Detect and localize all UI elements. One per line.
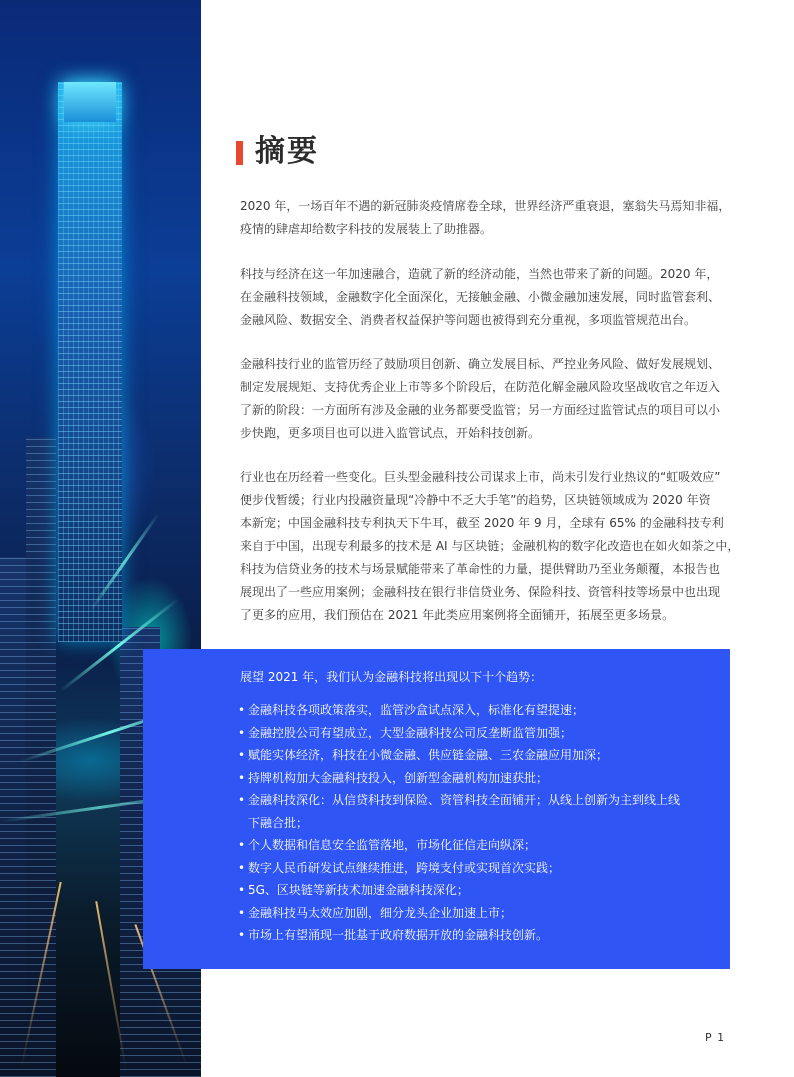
paragraph-line: 金融风险、数据安全、消费者权益保护等问题也被得到充分重视，多项监管规范出台。: [240, 313, 697, 327]
bullet: •: [238, 838, 246, 852]
list-item: [238, 834, 680, 857]
bullet: •: [238, 905, 246, 920]
paragraph-line: 制定发展规矩、支持优秀企业上市等多个阶段后，在防范化解金融风险攻坚战收官之年迈入: [240, 380, 721, 394]
list-item-text: 赋能实体经济，科技在小微金融、供应链金融、三农金融应用加深；: [248, 748, 609, 762]
paragraph: [240, 353, 740, 445]
bullet: •: [238, 928, 246, 942]
paragraph-line: 步快跑，更多项目也可以进入监管试点，开始科技创新。: [240, 426, 541, 440]
list-item-text: 数字人民币研发试点继续推进，跨境支付或实现首次实践；: [248, 860, 561, 875]
paragraph-line: 了更多的应用，我们预估在 2021 年此类应用案例将全面铺开，拓展至更多场景。: [240, 608, 675, 622]
paragraph-line: 科技为信贷业务的技术与场景赋能带来了革命性的力量，提供臂助乃至业务颠覆，本报告也: [240, 562, 721, 576]
paragraph-line: 行业也在历经着一些变化。巨头型金融科技公司谋求上市，尚未引发行业热议的“虹吸效应”: [240, 470, 721, 484]
list-item-continuation: 下融合批；: [248, 815, 309, 830]
paragraph-line: 了新的阶段：一方面所有涉及金融的业务都要受监管；另一方面经过监管试点的项目可以小: [240, 403, 721, 417]
list-item: [238, 722, 680, 745]
paragraph-line: 科技与经济在这一年加速融合，造就了新的经济动能，当然也带来了新的问题。2020 年，: [240, 267, 719, 281]
list-item: [238, 767, 680, 790]
paragraph-line: 展现出了一些应用案例；金融科技在银行非信贷业务、保险科技、资管科技等场景中也出现: [240, 585, 721, 599]
bullet: •: [238, 860, 246, 875]
list-item-text: 5G、区块链等新技术加速金融科技深化；: [248, 883, 469, 897]
paragraph-line: 疫情的肆虐却给数字科技的发展装上了助推器。: [240, 222, 493, 236]
trends-box: [143, 649, 730, 969]
trends-list: [238, 699, 680, 947]
paragraph: [240, 263, 740, 332]
list-item-text: 金融科技各项政策落实，监管沙盒试点深入，标准化有望提速；: [248, 703, 585, 717]
paragraph-line: 2020 年，一场百年不遇的新冠肺炎疫情席卷全球，世界经济严重衰退，塞翁失马焉知非福，: [240, 199, 731, 213]
list-item: [238, 744, 680, 767]
bullet: •: [238, 883, 246, 897]
list-item: [238, 857, 680, 880]
list-item: [238, 924, 680, 947]
paragraph-line: 在金融科技领域，金融数字化全面深化，无接触金融、小微金融加速发展，同时监管套利、: [240, 290, 721, 304]
bullet: •: [238, 703, 246, 717]
bullet: •: [238, 770, 246, 785]
list-item-text: 金融科技马太效应加剧，细分龙头企业加速上市；: [248, 905, 513, 920]
page-number: P 1: [705, 1031, 726, 1044]
title-accent-bar: [236, 141, 243, 165]
paragraph-line: 本新宠；中国金融科技专利执天下牛耳，截至 2020 年 9 月，全球有 65% 的金融科技专利: [240, 516, 724, 530]
bullet: •: [238, 725, 246, 740]
paragraph-line: 金融科技行业的监管历经了鼓励项目创新、确立发展目标、严控业务风险、做好发展规划、: [240, 357, 721, 371]
list-item-text: 金融科技深化：从信贷科技到保险、资管科技全面铺开；从线上创新为主到线上线: [248, 793, 681, 807]
list-item: [238, 789, 680, 834]
paragraph: [240, 466, 740, 627]
list-item: [238, 902, 680, 925]
list-item-text: 市场上有望涌现一批基于政府数据开放的金融科技创新。: [248, 928, 549, 942]
paragraph-line: 来自于中国，出现专利最多的技术是 AI 与区块链；金融机构的数字化改造也在如火如荼之中，: [240, 539, 740, 553]
list-item-text: 个人数据和信息安全监管落地，市场化征信走向纵深；: [248, 838, 537, 852]
bullet: •: [238, 748, 246, 762]
section-title: 摘要: [255, 134, 319, 169]
paragraph: [240, 195, 740, 241]
list-item-text: 持牌机构加大金融科技投入，创新型金融机构加速获批；: [248, 770, 549, 785]
list-item: [238, 699, 680, 722]
skyscraper-crown: [64, 82, 116, 122]
bullet: •: [238, 793, 246, 807]
skyscraper: [58, 82, 122, 642]
list-item-text: 金融控股公司有望成立，大型金融科技公司反垄断监管加强；: [248, 725, 573, 740]
list-item: [238, 879, 680, 902]
paragraph-line: 便步伐暂缓；行业内投融资量现“冷静中不乏大手笔”的趋势，区块链领域成为 2020 年资: [240, 493, 711, 507]
trends-intro: 展望 2021 年，我们认为金融科技将出现以下十个趋势：: [240, 670, 543, 684]
